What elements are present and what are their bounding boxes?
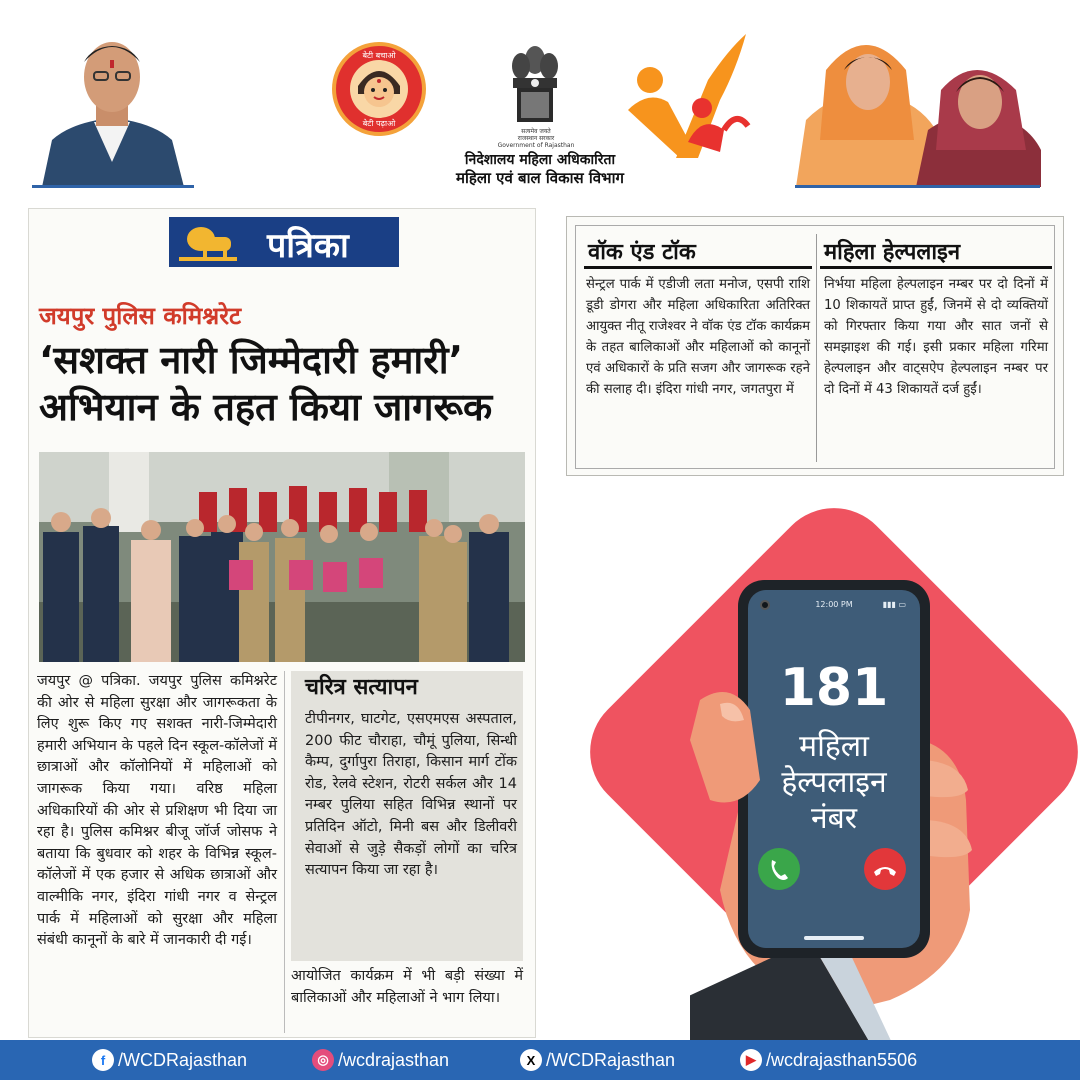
side-column-divider	[816, 234, 817, 462]
beti-bachao-logo	[332, 42, 426, 136]
masthead-title: पत्रिका	[267, 226, 349, 266]
facebook-link[interactable]	[92, 1048, 247, 1072]
character-verification-text: टीपीनगर, घाटगेट, एसएमएस अस्पताल, 200 फीट चौराहा, चौमूं पुलिया, सिन्धी कैम्प, दुर्गापुरा तिराहा, किसान मार्ग टोंक रोड, रेलवे स्टेशन, रोटरी सर्कल और 14 नम्बर पुलिया सहित विभिन्न स्थानों पर प्रतिदिन ऑटो, मिनी बस और डिलीवरी सेवाओं से जुड़े सैकड़ों लोगों का चरित्र सत्यापन किया जा रहा है।	[305, 711, 517, 879]
decline-call-icon	[864, 848, 906, 890]
bbbp-bottom-text: बेटी पढ़ाओ	[362, 119, 396, 128]
article-body-column-2-end: आयोजित कार्यक्रम में भी बड़ी संख्या में बालिकाओं और महिलाओं ने भाग लिया।	[291, 968, 523, 1006]
right-photo-underline	[795, 185, 1040, 188]
home-indicator	[804, 936, 864, 940]
facebook-handle: /WCDRajasthan	[118, 1049, 248, 1070]
helpline-label-1: महिला	[799, 729, 869, 764]
emblem-caption	[492, 128, 580, 149]
status-time: 12:00 PM	[815, 600, 853, 609]
helpline-label-2: हेल्पलाइन	[781, 765, 887, 800]
emblem-caption-1: सत्यमेव जयते	[521, 128, 551, 135]
thumb-illustration	[680, 680, 770, 840]
accept-call-icon	[758, 848, 800, 890]
bbbp-top-text: बेटी बचाओ	[362, 51, 396, 60]
youtube-icon: ▶	[740, 1049, 762, 1071]
helpline-number: 181	[779, 658, 889, 718]
signal-battery-icon: ▮▮▮ ▭	[882, 600, 906, 609]
newspaper-clipping-side	[566, 216, 1064, 476]
event-group-photo	[39, 452, 525, 662]
patrika-masthead	[169, 217, 399, 267]
instagram-icon: ◎	[312, 1049, 334, 1071]
left-photo-underline	[32, 185, 194, 188]
newspaper-clipping-main	[28, 208, 536, 1038]
twitter-x-link[interactable]	[520, 1048, 675, 1072]
phone-screen	[748, 590, 920, 948]
emblem-caption-3: Government of Rajasthan	[497, 142, 575, 149]
emblem-caption-2: राजस्थान सरकार	[517, 135, 555, 142]
twitter-handle: /WCDRajasthan	[546, 1049, 676, 1070]
youtube-link[interactable]	[740, 1048, 917, 1072]
wcd-family-logo	[628, 30, 753, 160]
women-helpline-text: निर्भया महिला हेल्पलाइन नम्बर पर दो दिनों में 10 शिकायतें प्राप्त हुईं, जिनमें से दो व्यक्तियों को गिरफ्तार किया गया और सात जनों से समझाइश की गई। इसी प्रकार महिला गरिमा हेल्पलाइन और वाट्सऐप हेल्पलाइन नम्बर पर दो दिनों में 43 शिकायतें दर्ज हुईं।	[824, 277, 1048, 397]
header	[0, 0, 1080, 195]
women-helpline-title: महिला हेल्पलाइन	[824, 240, 961, 265]
social-footer	[0, 1040, 1080, 1080]
title-rule-2	[820, 266, 1052, 269]
walk-and-talk-text: सेन्ट्रल पार्क में एडीजी लता मनोज, एसपी राशि डूडी डोगरा और महिला अधिकारिता अतिरिक्त आयुक्त नीतू राजेश्वर ने वॉक एंड टॉक कार्यक्रम के तहत बालिकाओं और महिलाओं को कानूनों एवं अधिकारों के प्रति सजग और जागरूक रहने की सलाह दी। इंदिरा गांधी नगर, जगतपुरा में	[586, 277, 810, 397]
character-verification-title: चरित्र सत्यापन	[305, 675, 418, 700]
instagram-link[interactable]	[312, 1048, 449, 1072]
instagram-handle: /wcdrajasthan	[338, 1049, 450, 1070]
headline-line-1: ‘सशक्त नारी जिम्मेदारी हमारी’	[39, 338, 464, 382]
x-icon: X	[520, 1049, 542, 1071]
girl-face-icon	[350, 60, 408, 118]
facebook-icon: f	[92, 1049, 114, 1071]
column-divider	[284, 671, 285, 1033]
walk-and-talk-title: वॉक एंड टॉक	[588, 240, 696, 265]
article-kicker: जयपुर पुलिस कमिश्नरेट	[39, 302, 242, 330]
department-name: महिला एवं बाल विकास विभाग	[456, 169, 624, 187]
chief-minister-photo	[32, 22, 192, 187]
article-headline	[39, 337, 534, 431]
leaders-photo	[796, 30, 1041, 187]
directorate-name: निदेशालय महिला अधिकारिता	[464, 152, 616, 168]
title-rule-1	[584, 266, 812, 269]
youtube-handle: /wcdrajasthan5506	[766, 1049, 918, 1070]
state-emblem-icon	[505, 40, 565, 140]
article-body-column-1: जयपुर @ पत्रिका. जयपुर पुलिस कमिश्नरेट की ओर से महिला सुरक्षा और जागरूकता के लिए शुरू किए गए सशक्त नारी-जिम्मेदारी हमारी अभियान के पहले दिन स्कूल-कॉलेजों में छात्राओं और कॉलोनियों में महिलाओं को जागरूक किया गया। वरिष्ठ महिला अधिकारियों की ओर से प्रशिक्षण भी दिया जा रहा है। पुलिस कमिश्नर बीजू जॉर्ज जोसफ ने बताया कि बुधवार को शहर के विभिन्न स्कूल-कॉलेजों में एक हजार से अधिक छात्राओं और वाल्मीकि नगर, इंदिरा गांधी नगर व सेन्ट्रल पार्क में महिलाओं को सुरक्षा और महिला संबंधी कानूनों के बारे में जानकारी दी गई।	[37, 673, 277, 949]
headline-line-2: अभियान के तहत किया जागरूक	[39, 385, 493, 429]
lion-logo-icon	[179, 223, 237, 261]
helpline-label-3: नंबर	[810, 801, 858, 836]
side-clipping-frame	[575, 225, 1055, 469]
